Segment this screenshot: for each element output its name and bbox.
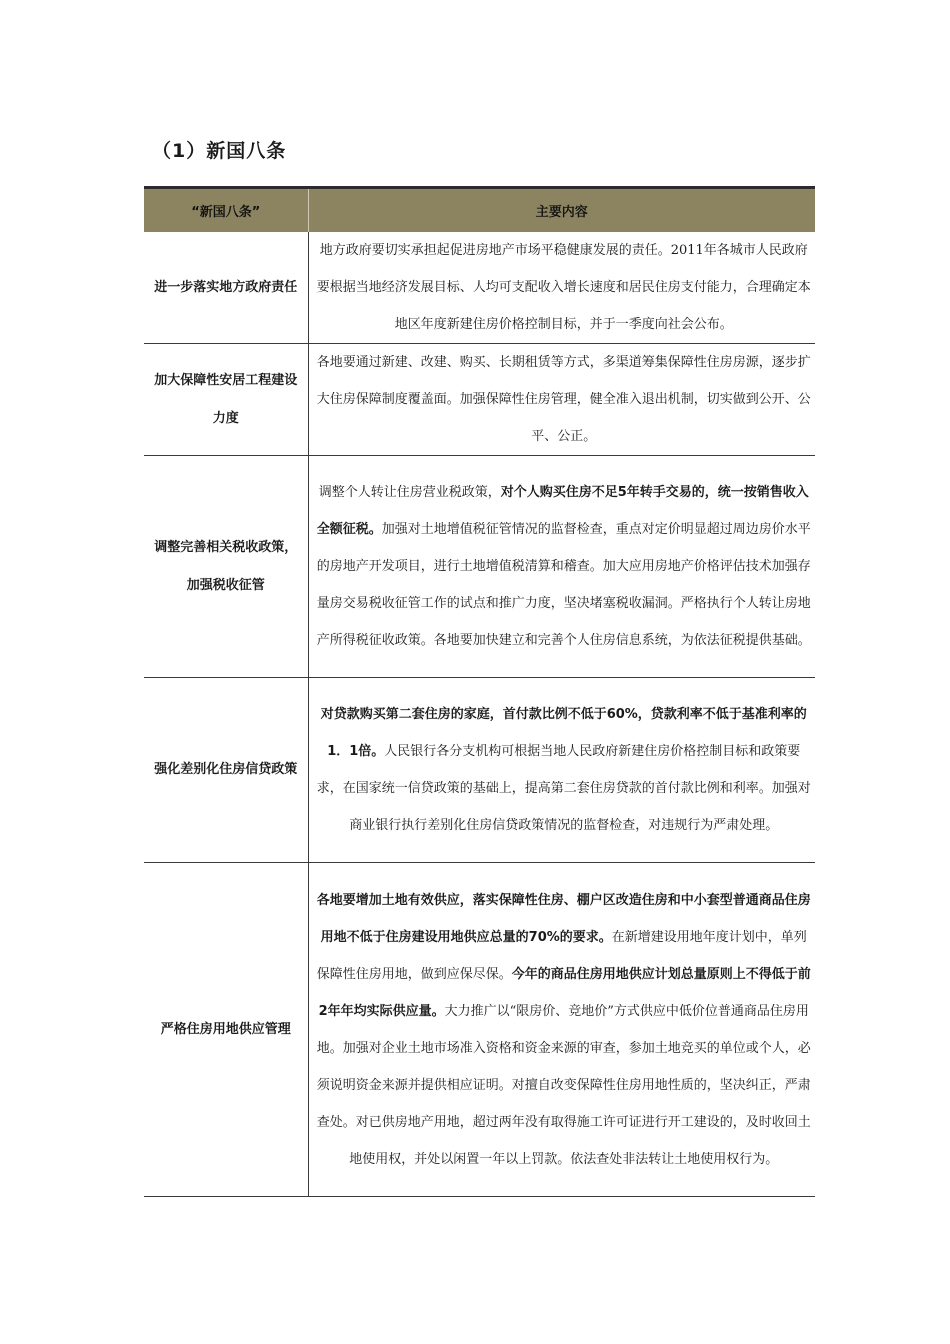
content-text: 加强对土地增值税征管情况的监督检查，重点对定价明显超过周边房价水平的房地产开发项目，进行土地增值税清算和稽查。加大应用房地产价格评估技术加强存量房交易税收征管工作的试点和推广力度，坚决堵塞税收漏洞。严格执行个人转让房地产所得税征收政策。各地要加快建立和完善个人住房信息系统，为依法征税提供基础。	[316, 522, 811, 648]
content-text: 地方政府要切实承担起促进房地产市场平稳健康发展的责任。2011年各城市人民政府要根据当地经济发展目标、人均可支配收入增长速度和居民住房支付能力，合理确定本地区年度新建住房价格控制目标，并于一季度向社会公布。	[316, 243, 811, 332]
table-row	[144, 456, 815, 678]
policy-name: 进一步落实地方政府责任	[144, 232, 308, 344]
policy-name: 调整完善相关税收政策，加强税收征管	[144, 456, 308, 678]
content-text: 调整个人转让住房营业税政策，	[318, 485, 501, 500]
content-text: 各地要通过新建、改建、购买、长期租赁等方式，多渠道筹集保障性住房房源，逐步扩大住房保障制度覆盖面。加强保障性住房管理，健全准入退出机制，切实做到公开、公平、公正。	[316, 355, 811, 444]
policy-content	[308, 344, 815, 456]
section-title: （1）新国八条	[152, 140, 287, 162]
policy-name: 严格住房用地供应管理	[144, 863, 308, 1197]
content-text: 人民银行各分支机构可根据当地人民政府新建住房价格控制目标和政策要求，在国家统一信贷政策的基础上，提高第二套住房贷款的首付款比例和利率。加强对商业银行执行差别化住房信贷政策情况的监督检查，对违规行为严肃处理。	[316, 744, 811, 833]
header-main-content: 主要内容	[308, 188, 815, 233]
content-text: 在新增建设用地年度计划中，单列保障性住房用地，做到应保尽保。	[316, 929, 807, 982]
content-text-emphasis: 今年的商品住房用地供应计划总量原则上不得低于前2年年均实际供应量。	[318, 966, 811, 1019]
policy-content	[308, 232, 815, 344]
table-row	[144, 344, 815, 456]
content-text-emphasis: 对贷款购买第二套住房的家庭，首付款比例不低于60%，贷款利率不低于基准利率的1．1倍。	[320, 707, 807, 759]
policy-content	[308, 678, 815, 863]
content-text: 大力推广以“限房价、竞地价”方式供应中低价位普通商品住房用地。加强对企业土地市场准入资格和资金来源的审查，参加土地竞买的单位或个人，必须说明资金来源并提供相应证明。对擅自改变保障性住房用地性质的，坚决纠正，严肃查处。对已供房地产用地，超过两年没有取得施工许可证进行开工建设的，及时收回土地使用权，并处以闲置一年以上罚款。依法查处非法转让土地使用权行为。	[316, 1003, 811, 1167]
table-row	[144, 863, 815, 1197]
header-policy-name: “新国八条”	[144, 188, 308, 233]
table-header-row	[144, 188, 815, 233]
content-text-emphasis: 各地要增加土地有效供应，落实保障性住房、棚户区改造住房和中小套型普通商品住房用地不低于住房建设用地供应总量的70%的要求。	[316, 892, 811, 945]
table-row	[144, 232, 815, 344]
policy-table	[144, 186, 815, 1197]
content-text-emphasis: 对个人购买住房不足5年转手交易的，统一按销售收入全额征税。	[316, 485, 809, 537]
policy-name: 强化差别化住房信贷政策	[144, 678, 308, 863]
policy-content	[308, 456, 815, 678]
policy-content	[308, 863, 815, 1197]
table-row	[144, 678, 815, 863]
policy-name: 加大保障性安居工程建设力度	[144, 344, 308, 456]
